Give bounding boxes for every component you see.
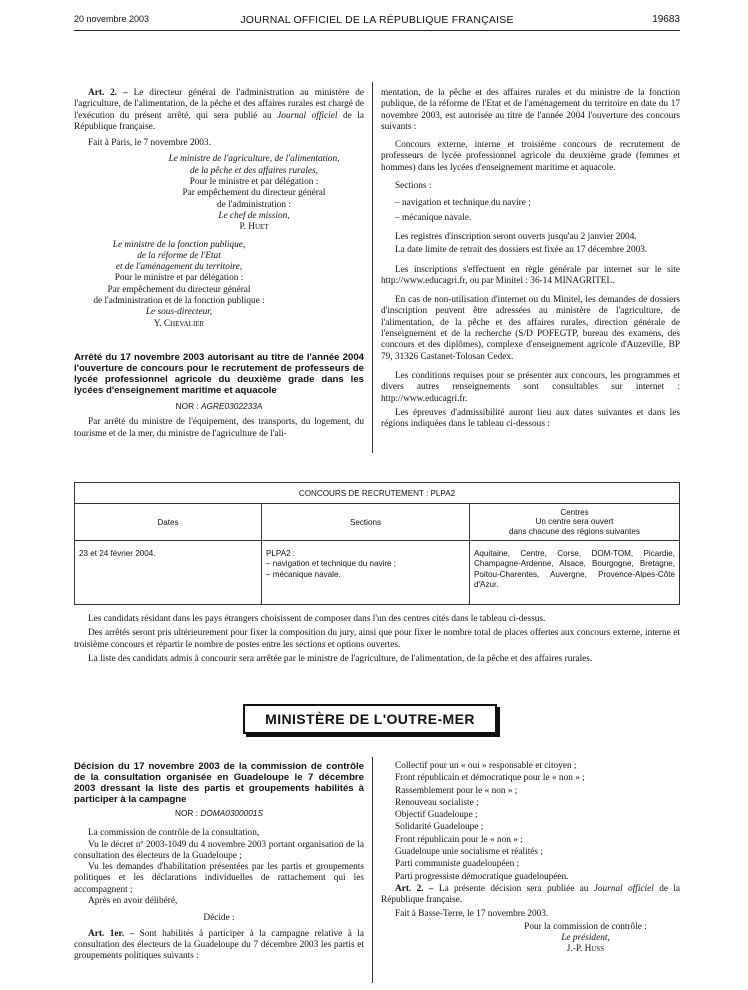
arrete-body-start: Par arrêté du ministre de l'équipement, des transports, du logement, du tourisme et de la mer, du ministre de l'agriculture de l'ali- (74, 417, 364, 439)
right-column-top (381, 88, 680, 435)
conditions-paragraph: Les conditions requises pour se présenter aux concours, les programmes et divers autres renseignements sont consultables sur internet : http://www.educagri.fr. (381, 370, 680, 404)
concours-table (74, 482, 680, 605)
paragraph: Des arrêtés seront pris ultérieurement pour fixer la composition du jury, ainsi que pour fixer le nombre total de places offertes aux concours externe, interne et troisième concours et répartir le nombre de postes entre les sections et options ouvertes. (74, 628, 680, 650)
table-header-dates: Dates (75, 504, 262, 541)
section-item: – mécanique navale. (395, 212, 472, 223)
decide-label: Décide : (203, 913, 235, 924)
paragraph: La commission de contrôle de la consultation, (88, 828, 260, 839)
party-item: Guadeloupe unie socialisme et réalités ; (395, 847, 543, 858)
page-number: 19683 (652, 14, 680, 25)
sections-label: Sections : (395, 181, 432, 192)
right-column-bottom (381, 761, 680, 956)
table-header-centres: Centres Un centre sera ouvert dans chacune des régions suivantes (470, 504, 680, 541)
page-header (74, 14, 680, 44)
table-row (75, 541, 680, 605)
deadline-paragraph: La date limite de retrait des dossiers est fixée au 17 décembre 2003. (395, 245, 648, 256)
article-2: Art. 2. – La présente décision sera publiée au Journal officiel de la République française. (381, 883, 681, 906)
concours-description: Concours externe, interne et troisième concours de recrutement de professeurs de lycée professionnel agricole du deuxième grade (femmes et hommes) dans les lycées d'enseignement maritime et aquacole. (381, 140, 680, 173)
signature-block-1: Le ministre de l'agriculture, de l'alimentation, de la pêche et des affaires rurales, Pour le ministre et par délégation : Par empêchement du directeur général de l'administration : Le chef de mission, P. Huet (168, 154, 340, 233)
table-cell-sections: PLPA2 : – navigation et technique du navire ; – mécanique navale. (262, 541, 470, 605)
header-date: 20 novembre 2003 (74, 14, 150, 24)
parties-list (381, 761, 680, 883)
party-item: Solidarité Guadeloupe ; (395, 822, 484, 833)
party-item: Renouveau socialiste ; (395, 797, 479, 808)
party-item: Front républicain et démocratique pour le « non » ; (395, 773, 585, 784)
table-header-sections: Sections (262, 504, 470, 541)
article-2: Art. 2. – Le directeur général de l'administration au ministère de l'agriculture, de l'alimentation, de la pêche et des affaires rurales est chargé de l'exécution du présent arrêté, qui sera publié au Journal officiel de la République française. (74, 88, 364, 132)
party-item: Parti progressiste démocratique guadeloupéen. (395, 871, 569, 882)
table-cell-centres: Aquitaine, Centre, Corse, DOM-TOM, Picardie, Champagne-Ardenne, Alsace, Bourgogne, Bretagne, Poitou-Charentes, Auvergne, Provence-Alpes-Côte d'Azur. (470, 541, 680, 605)
party-item: Rassemblement pour le « non » ; (395, 785, 518, 796)
paragraph: Après en avoir délibéré, (88, 896, 178, 907)
non-internet-paragraph: En cas de non-utilisation d'internet ou du Minitel, les demandes de dossiers d'inscription peuvent être adressées au ministère de l'agriculture, de l'alimentation, de la pêche et des affaires rurales, direction générale de l'enseignement et de la recherche (S/D POFEGTP, bureau des examens, des concours et des diplômes), complexe d'enseignement agricole d'Auzeville, BP 79, 31326 Castanet-Tolosan Cedex. (381, 295, 680, 362)
party-item: Front républicain pour le « non » ; (395, 834, 523, 845)
ministry-heading: MINISTÈRE DE L'OUTRE-MER (243, 704, 497, 734)
signature-place-date: Fait à Basse-Terre, le 17 novembre 2003. (395, 908, 549, 919)
section-item: – navigation et technique du navire ; (395, 198, 531, 209)
nor-reference: NOR : AGRE0302233A (175, 400, 263, 411)
arrete-title: Arrêté du 17 novembre 2003 autorisant au titre de l'année 2004 l'ouverture de concours pour le recrutement de professeurs de lycée professionnel agricole du deuxième grade dans les lycées d'enseignement maritime et aquacole (74, 351, 364, 396)
left-column-bottom (74, 761, 364, 968)
after-table-text (74, 614, 680, 669)
arrete-body-cont: mentation, de la pêche et des affaires rurales et du ministre de la fonction publique, de la réforme de l'Etat et de l'aménagement du territoire en date du 17 novembre 2003, est autorisée au titre de l'année 2004 l'ouverture des concours suivants : (381, 88, 680, 132)
party-item: Parti communiste guadeloupéen ; (395, 859, 520, 870)
paragraph: Vu les demandes d'habilitation présentées par les partis et groupements politiques et les déclarations individuelles de rattachement qui les accompagnent ; (74, 862, 364, 895)
signature-block: Pour la commission de contrôle : Le président, J.-P. Huss (524, 921, 647, 955)
article-1: Art. 1er. – Sont habilités à participer à la campagne relative à la consultation des électeurs de la Guadeloupe du 7 décembre 2003 les partis et groupements politiques suivants : (74, 928, 364, 962)
table-cell-date: 23 et 24 février 2004. (75, 541, 262, 605)
left-column-top (74, 88, 364, 445)
signature-block-2: Le ministre de la fonction publique, de la réforme de l'Etat et de l'aménagement du territoire, Pour le ministre et par délégation : Par empêchement du directeur général de l'administration et de la fonction publique : Le sous-directeur, Y. Chevalier (93, 239, 265, 329)
decision-title: Décision du 17 novembre 2003 de la commission de contrôle de la consultation organisée en Guadeloupe le 7 décembre 2003 dressant la liste des partis et groupements habilités à participer à la campagne (74, 761, 364, 805)
party-item: Objectif Guadeloupe ; (395, 810, 478, 821)
column-divider (372, 757, 373, 983)
table-caption: CONCOURS DE RECRUTEMENT : PLPA2 (75, 483, 680, 504)
paragraph: La liste des candidats admis à concourir sera arrêtée par le ministre de l'agriculture, de l'alimentation, de la pêche et des affaires rurales. (88, 654, 593, 665)
inscriptions-paragraph: Les inscriptions s'effectuent en règle générale par internet sur le site http://www.educagri.fr, ou par Minitel : 36-14 MINAGRITEL. (381, 264, 680, 286)
journal-title: JOURNAL OFFICIEL DE LA RÉPUBLIQUE FRANÇAISE (240, 14, 514, 26)
epreuves-paragraph: Les épreuves d'admissibilité auront lieu aux dates suivantes et dans les régions indiquées dans le tableau ci-dessous : (381, 407, 680, 430)
column-divider (372, 82, 373, 453)
header-rule (74, 30, 680, 31)
signature-place-date: Fait à Paris, le 7 novembre 2003. (88, 138, 211, 149)
paragraph: Les candidats résidant dans les pays étrangers choisissent de composer dans l'un des centres cités dans le tableau ci-dessus. (88, 614, 546, 624)
nor-reference: NOR : DOMA0300001S (174, 808, 264, 818)
registers-paragraph: Les registres d'inscription seront ouverts jusqu'au 2 janvier 2004. (395, 231, 637, 242)
paragraph: Vu le décret nº 2003-1049 du 4 novembre 2003 portant organisation de la consultation des électeurs de la Guadeloupe ; (74, 839, 364, 861)
party-item: Collectif pour un « oui » responsable et citoyen ; (395, 761, 577, 771)
